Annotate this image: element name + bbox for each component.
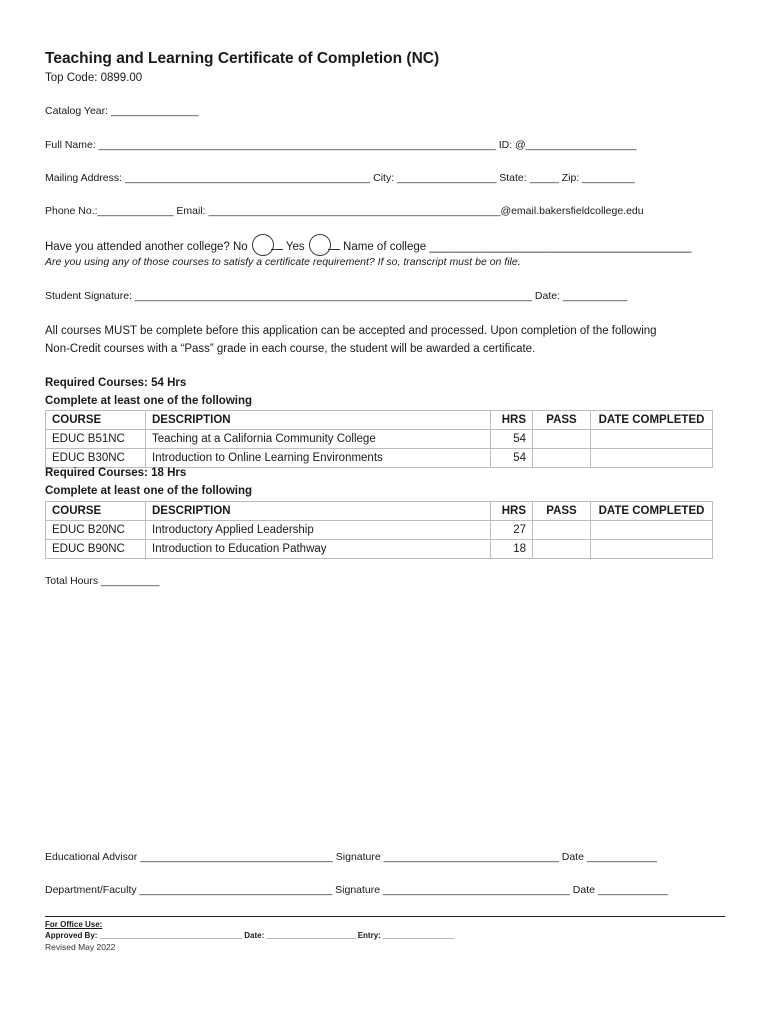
yes-label: Yes bbox=[285, 241, 305, 253]
yes-radio-circle[interactable] bbox=[309, 234, 331, 256]
educational-advisor-line[interactable]: Educational Advisor _________________________________ Signature ______________________________ Date ____________ bbox=[45, 851, 657, 863]
office-approved-line[interactable]: Approved By: ________________________________ Date: ____________________ Entry: ________________ bbox=[45, 931, 455, 940]
course-table-1 bbox=[45, 410, 713, 468]
hrs-header: HRS bbox=[491, 411, 533, 430]
table-row bbox=[46, 521, 713, 540]
date-completed-cell[interactable] bbox=[591, 540, 713, 559]
course-table-2 bbox=[45, 501, 713, 559]
course-code: EDUC B51NC bbox=[46, 430, 146, 449]
pass-cell[interactable] bbox=[533, 540, 591, 559]
name-of-college-field[interactable]: Name of college _________________________________________ bbox=[343, 241, 692, 253]
course-code: EDUC B90NC bbox=[46, 540, 146, 559]
course-hours: 18 bbox=[491, 540, 533, 559]
office-use-heading: For Office Use: bbox=[45, 920, 103, 929]
course-header: COURSE bbox=[46, 502, 146, 521]
hrs-header: HRS bbox=[491, 502, 533, 521]
table-row bbox=[46, 449, 713, 468]
table-row bbox=[46, 430, 713, 449]
course-hours: 27 bbox=[491, 521, 533, 540]
transcript-note: Are you using any of those courses to satisfy a certificate requirement? If so, transcript must be on file. bbox=[45, 256, 521, 268]
page-title: Teaching and Learning Certificate of Completion (NC) bbox=[45, 50, 440, 67]
date-completed-header: DATE COMPLETED bbox=[591, 411, 713, 430]
course-hours: 54 bbox=[491, 449, 533, 468]
pass-cell[interactable] bbox=[533, 521, 591, 540]
department-faculty-line[interactable]: Department/Faculty _________________________________ Signature ________________________________ Date ____________ bbox=[45, 884, 668, 896]
description-header: DESCRIPTION bbox=[146, 502, 491, 521]
student-signature-field[interactable]: Student Signature: ____________________________________________________________________ Date: ___________ bbox=[45, 290, 628, 302]
date-completed-cell[interactable] bbox=[591, 449, 713, 468]
date-completed-header: DATE COMPLETED bbox=[591, 502, 713, 521]
required-courses-heading-2: Required Courses: 18 Hrs bbox=[45, 467, 187, 479]
table-row bbox=[46, 540, 713, 559]
course-code: EDUC B20NC bbox=[46, 521, 146, 540]
course-description: Introduction to Online Learning Environments bbox=[146, 449, 491, 468]
top-code: Top Code: 0899.00 bbox=[45, 72, 143, 84]
date-completed-cell[interactable] bbox=[591, 430, 713, 449]
mailing-address-field[interactable]: Mailing Address: __________________________________________ City: _________________ State: _____ Zip: _________ bbox=[45, 172, 635, 184]
course-description: Introductory Applied Leadership bbox=[146, 521, 491, 540]
course-header: COURSE bbox=[46, 411, 146, 430]
pass-cell[interactable] bbox=[533, 430, 591, 449]
pass-header: PASS bbox=[533, 502, 591, 521]
attended-question: Have you attended another college? No bbox=[45, 241, 248, 253]
pass-cell[interactable] bbox=[533, 449, 591, 468]
description-header: DESCRIPTION bbox=[146, 411, 491, 430]
catalog-year-field[interactable]: Catalog Year: _______________ bbox=[45, 105, 199, 117]
pass-header: PASS bbox=[533, 411, 591, 430]
complete-one-heading-1: Complete at least one of the following bbox=[45, 395, 253, 407]
no-radio-circle[interactable] bbox=[252, 234, 274, 256]
table-header-row bbox=[46, 411, 713, 430]
intro-text-line1: All courses MUST be complete before this application can be accepted and processed. Upon completion of the following bbox=[45, 325, 657, 337]
course-description: Introduction to Education Pathway bbox=[146, 540, 491, 559]
office-divider bbox=[45, 916, 725, 917]
date-completed-cell[interactable] bbox=[591, 521, 713, 540]
intro-text-line2: Non-Credit courses with a “Pass” grade in each course, the student will be awarded a certificate. bbox=[45, 343, 536, 355]
phone-email-field[interactable]: Phone No.:_____________ Email: __________________________________________________@email.bakersfieldcollege.edu bbox=[45, 205, 644, 217]
course-description: Teaching at a California Community College bbox=[146, 430, 491, 449]
revised-date: Revised May 2022 bbox=[45, 942, 116, 952]
complete-one-heading-2: Complete at least one of the following bbox=[45, 485, 253, 497]
required-courses-heading-1: Required Courses: 54 Hrs bbox=[45, 377, 187, 389]
course-hours: 54 bbox=[491, 430, 533, 449]
total-hours-field[interactable]: Total Hours __________ bbox=[45, 575, 160, 587]
attended-college-row bbox=[45, 234, 692, 256]
course-code: EDUC B30NC bbox=[46, 449, 146, 468]
full-name-field[interactable]: Full Name: ____________________________________________________________________ ID: @___________________ bbox=[45, 139, 637, 151]
table-header-row bbox=[46, 502, 713, 521]
